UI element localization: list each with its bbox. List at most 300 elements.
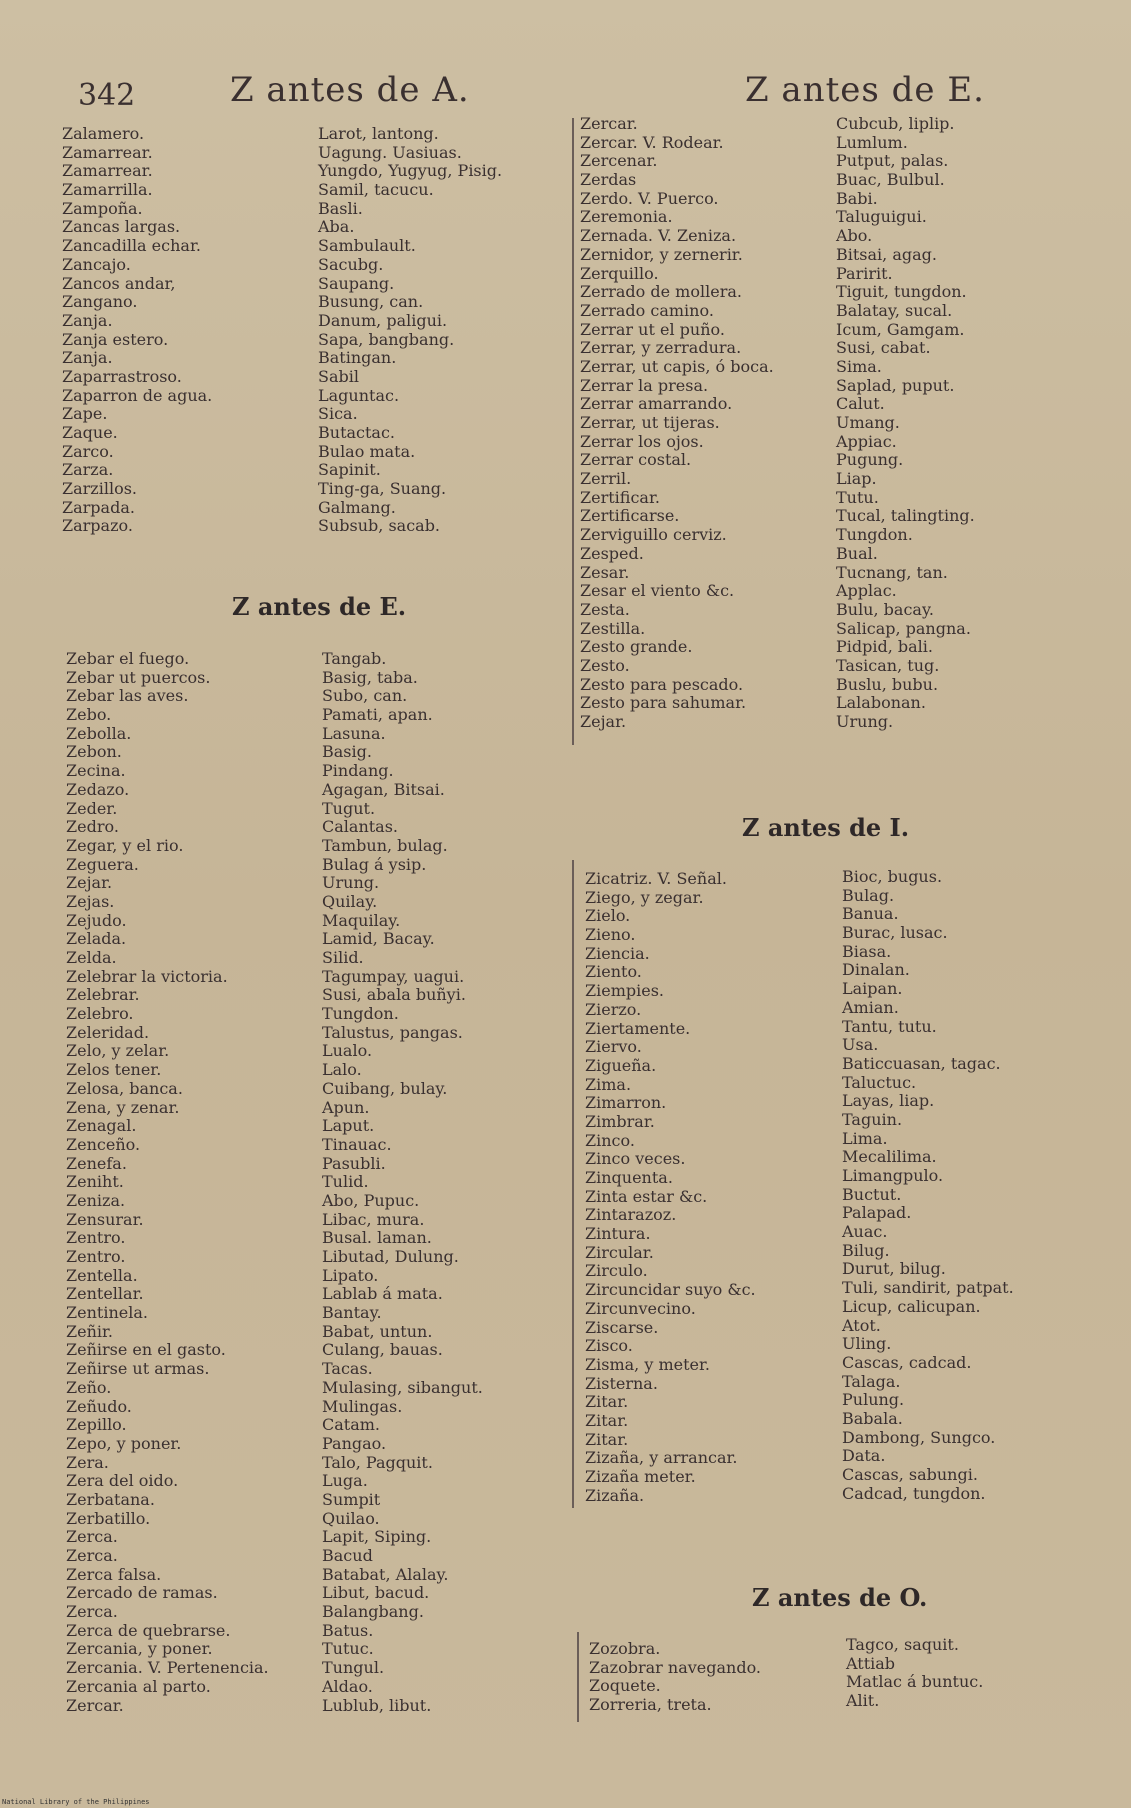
entry-definition: Libutad, Dulung.: [322, 1247, 459, 1266]
section-title-zo: Z antes de O.: [752, 1583, 928, 1612]
entry-definition: Lipato.: [322, 1265, 379, 1285]
entry-definition: Silid.: [322, 948, 364, 967]
zo-definitions: [846, 1636, 983, 1711]
zi-definitions: [842, 868, 1014, 1503]
entry-term: Zinco.: [585, 1130, 635, 1150]
entry-term: Zieno.: [585, 925, 636, 945]
entry-term: Zarco.: [62, 441, 114, 461]
entry-term: Zejar.: [66, 873, 113, 893]
entry-term: Zerrar, ut capis, ó boca.: [580, 356, 774, 376]
entry-term: Zerca.: [66, 1602, 118, 1622]
entry-definition: Paririt.: [836, 263, 893, 283]
entry-term: Zejudo.: [66, 910, 127, 930]
entry-definition: Tugut.: [322, 798, 376, 818]
entry-definition: Bulag á ysip.: [322, 854, 427, 874]
entry-definition: Basig.: [322, 742, 372, 762]
entry-term: Zesar el viento &c.: [580, 581, 735, 601]
entry-definition: Laguntac.: [318, 385, 400, 405]
entry-definition: Tangab.: [322, 649, 387, 668]
entry-term: Zarpazo.: [62, 516, 133, 536]
entry-term: Zinquenta.: [585, 1168, 673, 1187]
entry-term: Ziencia.: [585, 943, 650, 963]
entry-term: Zinta estar &c.: [585, 1186, 708, 1206]
entry-definition: Tutuc.: [322, 1639, 374, 1659]
entry-definition: Cuibang, bulay.: [322, 1078, 448, 1098]
column-separator-bottom: [577, 1632, 579, 1722]
entry-definition: Basli.: [318, 198, 363, 218]
entry-term: Zercar.: [66, 1695, 124, 1715]
entry-definition: Yungdo, Yugyug, Pisig.: [318, 161, 503, 181]
entry-term: Zercenar.: [580, 151, 658, 171]
entry-definition: Pidpid, bali.: [836, 637, 933, 657]
column-separator-middle: [572, 860, 574, 1508]
entry-definition: Galmang.: [318, 497, 396, 517]
entry-term: Zercania, y poner.: [66, 1639, 213, 1659]
entry-term: Zerbatana.: [66, 1489, 155, 1509]
entry-definition: Saupang.: [318, 273, 395, 293]
entry-term: Zitar.: [585, 1392, 629, 1412]
entry-definition: Aba.: [318, 217, 355, 237]
entry-definition: Palapad.: [842, 1203, 912, 1223]
entry-definition: Culang, bauas.: [322, 1340, 443, 1360]
entry-term: Zesto.: [580, 655, 630, 675]
entry-definition: Talo, Pagquit.: [322, 1452, 433, 1472]
entry-term: Zestilla.: [580, 618, 646, 638]
entry-term: Zimbrar.: [585, 1111, 655, 1131]
entry-definition: Maquilay.: [322, 910, 401, 930]
entry-definition: Tantu, tutu.: [842, 1016, 937, 1036]
entry-term: Zercania al parto.: [66, 1676, 211, 1696]
entry-definition: Lublub, libut.: [322, 1695, 432, 1715]
entry-term: Zerca falsa.: [66, 1564, 162, 1584]
entry-term: Zelda.: [66, 948, 117, 967]
entry-term: Zenceño.: [66, 1134, 141, 1154]
entry-definition: Pulung.: [842, 1390, 905, 1410]
entry-definition: Lapit, Siping.: [322, 1527, 432, 1547]
entry-term: Zintura.: [585, 1224, 651, 1244]
entry-term: Zerca de quebrarse.: [66, 1620, 231, 1640]
section-title-zi: Z antes de I.: [742, 813, 910, 842]
entry-definition: Calut.: [836, 394, 885, 414]
entry-definition: Urung.: [836, 712, 894, 731]
entry-definition: Tucnang, tan.: [836, 562, 948, 582]
entry-term: Zimarron.: [585, 1093, 667, 1113]
entry-definition: Busung, can.: [318, 292, 424, 312]
entry-term: Zarza.: [62, 460, 114, 480]
entry-term: Zera.: [66, 1452, 109, 1472]
entry-definition: Butactac.: [318, 423, 396, 442]
entry-term: Zesto grande.: [580, 637, 693, 657]
entry-term: Zelada.: [66, 929, 127, 949]
column-separator-top: [572, 118, 574, 745]
entry-term: Zena, y zenar.: [66, 1097, 180, 1117]
entry-definition: Dinalan.: [842, 960, 910, 980]
entry-term: Zisterna.: [585, 1373, 658, 1393]
entry-definition: Liap.: [836, 469, 877, 489]
entry-term: Zesar.: [580, 562, 630, 582]
entry-definition: Sumpit: [322, 1489, 381, 1509]
entry-definition: Uling.: [842, 1334, 892, 1354]
entry-definition: Tambun, bulag.: [322, 835, 448, 855]
entry-term: Zeleridad.: [66, 1022, 150, 1042]
entry-term: Zejar.: [580, 712, 627, 731]
entry-definition: Sima.: [836, 356, 882, 376]
entry-term: Zeñirse ut armas.: [66, 1359, 210, 1379]
entry-term: Zertificar.: [580, 487, 660, 507]
entry-definition: Abo, Pupuc.: [322, 1190, 420, 1210]
entry-definition: Apun.: [322, 1097, 370, 1117]
entry-definition: Danum, paligui.: [318, 310, 448, 330]
entry-term: Zeniht.: [66, 1172, 124, 1192]
entry-term: Zercar.: [580, 114, 638, 133]
entry-definition: Sica.: [318, 404, 358, 424]
section-title-ze: Z antes de E.: [232, 592, 407, 621]
entry-term: Zicatriz. V. Señal.: [585, 869, 727, 888]
entry-definition: Calantas.: [322, 817, 399, 837]
entry-term: Zerrado de mollera.: [580, 282, 742, 302]
entry-term: Zircular.: [585, 1242, 654, 1262]
entry-definition: Buac, Bulbul.: [836, 170, 945, 190]
entry-term: Zelebrar.: [66, 985, 140, 1005]
entry-term: Zerbatillo.: [66, 1508, 151, 1528]
entry-definition: Pangao.: [322, 1433, 387, 1453]
entry-definition: Saplad, puput.: [836, 375, 955, 395]
ze-right-definitions: [836, 115, 975, 732]
entry-definition: Umang.: [836, 413, 900, 432]
entry-definition: Bulu, bacay.: [836, 599, 934, 619]
entry-term: Zelebrar la victoria.: [66, 966, 228, 986]
entry-definition: Laipan.: [842, 979, 903, 999]
entry-definition: Sacubg.: [318, 254, 384, 274]
entry-term: Zerrar, y zerradura.: [580, 338, 742, 358]
entry-definition: Ting-ga, Suang.: [318, 479, 447, 499]
entry-term: Zedazo.: [66, 779, 130, 799]
entry-definition: Tiguit, tungdon.: [836, 282, 967, 302]
entry-term: Zentro.: [66, 1228, 126, 1248]
entry-definition: Susi, abala buñyi.: [322, 985, 466, 1005]
entry-definition: Babala.: [842, 1408, 903, 1428]
entry-definition: Tinauac.: [322, 1134, 392, 1154]
entry-definition: Samil, tacucu.: [318, 180, 434, 200]
entry-term: Zizaña.: [585, 1485, 645, 1505]
entry-definition: Baticcuasan, tagac.: [842, 1053, 1001, 1073]
entry-definition: Lalabonan.: [836, 693, 926, 713]
zi-terms: [585, 870, 756, 1505]
entry-definition: Bacud: [322, 1546, 373, 1565]
entry-definition: Taguin.: [842, 1109, 903, 1129]
entry-definition: Tungul.: [322, 1658, 385, 1678]
entry-definition: Banua.: [842, 904, 899, 924]
entry-definition: Mulasing, sibangut.: [322, 1377, 483, 1397]
entry-term: Zegar, y el rio.: [66, 835, 184, 855]
entry-term: Zebolla.: [66, 723, 132, 743]
entry-definition: Bilug.: [842, 1240, 890, 1260]
entry-term: Zerrado camino.: [580, 300, 714, 320]
entry-definition: Tungdon.: [322, 1004, 399, 1024]
entry-term: Zinco veces.: [585, 1149, 686, 1169]
entry-definition: Babi.: [836, 188, 878, 208]
entry-definition: Mulingas.: [322, 1396, 403, 1416]
entry-term: Zertificarse.: [580, 506, 680, 526]
entry-definition: Tuli, sandirit, patpat.: [842, 1278, 1014, 1298]
entry-term: Zerrar, ut tijeras.: [580, 413, 720, 432]
entry-definition: Pugung.: [836, 450, 904, 470]
entry-term: Zamarrear.: [62, 142, 153, 162]
entry-term: Zirculo.: [585, 1261, 648, 1281]
entry-definition: Lumlum.: [836, 132, 908, 152]
entry-term: Zenagal.: [66, 1116, 137, 1136]
entry-definition: Burac, lusac.: [842, 923, 948, 943]
entry-definition: Agagan, Bitsai.: [322, 779, 445, 799]
entry-term: Zelebro.: [66, 1004, 134, 1024]
entry-definition: Sapa, bangbang.: [318, 329, 455, 349]
entry-definition: Data.: [842, 1446, 886, 1466]
entry-term: Zanja.: [62, 310, 113, 330]
entry-term: Zalamero.: [62, 124, 145, 143]
entry-definition: Putput, palas.: [836, 151, 949, 171]
entry-definition: Lima.: [842, 1128, 888, 1148]
entry-term: Zerrar amarrando.: [580, 394, 733, 414]
entry-definition: Sambulault.: [318, 236, 416, 256]
entry-definition: Larot, lantong.: [318, 124, 439, 143]
entry-definition: Basig, taba.: [322, 667, 418, 687]
entry-term: Zerdo. V. Puerco.: [580, 188, 719, 208]
entry-term: Zebar las aves.: [66, 686, 189, 706]
entry-term: Zisma, y meter.: [585, 1354, 710, 1374]
entry-definition: Lablab á mata.: [322, 1284, 443, 1304]
entry-definition: Buslu, bubu.: [836, 674, 939, 694]
entry-term: Zelo, y zelar.: [66, 1041, 170, 1061]
entry-term: Zaque.: [62, 423, 118, 442]
entry-term: Zircunvecino.: [585, 1298, 696, 1318]
entry-definition: Batus.: [322, 1620, 374, 1640]
entry-term: Zeño.: [66, 1377, 112, 1397]
entry-term: Zesto para pescado.: [580, 674, 744, 694]
entry-definition: Subo, can.: [322, 686, 408, 706]
entry-term: Ziervo.: [585, 1037, 642, 1057]
entry-definition: Limangpulo.: [842, 1166, 944, 1185]
entry-term: Zesto para sahumar.: [580, 693, 747, 713]
entry-term: Zitar.: [585, 1410, 629, 1430]
entry-term: Zejas.: [66, 891, 115, 911]
entry-term: Zesped.: [580, 543, 644, 563]
entry-definition: Matlac á buntuc.: [846, 1672, 984, 1692]
entry-definition: Taluctuc.: [842, 1072, 917, 1092]
entry-term: Zebon.: [66, 742, 122, 762]
entry-term: Zazobrar navegando.: [589, 1657, 761, 1677]
entry-definition: Batingan.: [318, 348, 397, 368]
entry-term: Zangano.: [62, 292, 138, 312]
entry-definition: Usa.: [842, 1035, 879, 1055]
entry-term: Zebar el fuego.: [66, 649, 190, 668]
entry-term: Zanja.: [62, 348, 113, 368]
entry-definition: Tagco, saquit.: [846, 1635, 959, 1654]
entry-definition: Licup, calicupan.: [842, 1296, 981, 1316]
entry-term: Zeñir.: [66, 1321, 113, 1341]
entry-term: Zigueña.: [585, 1055, 657, 1075]
entry-term: Zerrar los ojos.: [580, 431, 704, 451]
entry-term: Zarzillos.: [62, 479, 138, 499]
entry-term: Zizaña, y arrancar.: [585, 1448, 738, 1468]
entry-definition: Libut, bacud.: [322, 1583, 430, 1603]
entry-term: Zerca.: [66, 1527, 118, 1547]
entry-definition: Laput.: [322, 1116, 375, 1136]
entry-definition: Bual.: [836, 543, 878, 563]
entry-definition: Durut, bilug.: [842, 1259, 946, 1279]
entry-definition: Bulag.: [842, 885, 895, 905]
entry-definition: Tacas.: [322, 1359, 373, 1379]
entry-definition: Biasa.: [842, 941, 892, 961]
entry-definition: Attiab: [846, 1653, 896, 1673]
entry-definition: Busal. laman.: [322, 1228, 432, 1248]
entry-definition: Bantay.: [322, 1303, 382, 1323]
entry-term: Zielo.: [585, 906, 631, 926]
entry-definition: Bitsai, agag.: [836, 244, 937, 264]
entry-term: Zancajo.: [62, 254, 131, 274]
entry-term: Zecina.: [66, 761, 126, 781]
entry-definition: Applac.: [836, 581, 897, 601]
entry-term: Zenefa.: [66, 1153, 127, 1173]
entry-definition: Talaga.: [842, 1371, 901, 1391]
entry-term: Zancadilla echar.: [62, 236, 201, 256]
entry-term: Zitar.: [585, 1429, 629, 1449]
entry-definition: Salicap, pangna.: [836, 618, 971, 638]
library-credit: National Library of the Philippines: [2, 1798, 150, 1806]
entry-term: Zancas largas.: [62, 217, 181, 237]
entry-term: Zercado de ramas.: [66, 1583, 218, 1603]
entry-term: Zorreria, treta.: [589, 1695, 712, 1715]
entry-definition: Layas, liap.: [842, 1091, 935, 1111]
entry-definition: Abo.: [836, 226, 873, 246]
entry-definition: Pindang.: [322, 761, 394, 781]
za-definitions: [318, 125, 502, 536]
entry-definition: Lasuna.: [322, 723, 386, 743]
entry-definition: Buctut.: [842, 1184, 902, 1204]
entry-term: Zentro.: [66, 1247, 126, 1266]
entry-definition: Sabil: [318, 366, 359, 386]
entry-definition: Cubcub, liplip.: [836, 114, 955, 133]
entry-term: Ziego, y zegar.: [585, 887, 704, 907]
zo-terms: [589, 1640, 761, 1715]
entry-term: Zentellar.: [66, 1284, 144, 1304]
entry-definition: Atot.: [842, 1315, 881, 1335]
entry-definition: Quilay.: [322, 891, 378, 911]
entry-term: Zentinela.: [66, 1303, 148, 1323]
entry-term: Zerril.: [580, 469, 632, 489]
entry-definition: Tagumpay, uagui.: [322, 966, 465, 986]
entry-term: Zercania. V. Pertenencia.: [66, 1658, 269, 1678]
entry-definition: Auac.: [842, 1222, 888, 1242]
entry-definition: Bulao mata.: [318, 441, 416, 461]
entry-term: Zerca.: [66, 1546, 118, 1565]
entry-definition: Talustus, pangas.: [322, 1022, 463, 1042]
entry-term: Zedro.: [66, 817, 119, 837]
entry-definition: Aldao.: [322, 1676, 373, 1696]
ze-left-terms: [66, 650, 269, 1715]
entry-definition: Balatay, sucal.: [836, 300, 953, 320]
entry-definition: Susi, cabat.: [836, 338, 931, 358]
entry-definition: Pasubli.: [322, 1153, 386, 1173]
entry-term: Zeremonia.: [580, 207, 673, 227]
entry-definition: Libac, mura.: [322, 1209, 425, 1229]
entry-definition: Bioc, bugus.: [842, 867, 943, 886]
za-terms: [62, 125, 212, 536]
entry-definition: Subsub, sacab.: [318, 516, 441, 536]
entry-term: Zepo, y poner.: [66, 1433, 182, 1453]
entry-definition: Tucal, talingting.: [836, 506, 975, 526]
entry-definition: Taluguigui.: [836, 207, 927, 227]
entry-term: Ziento.: [585, 962, 642, 982]
entry-term: Zaparrastroso.: [62, 366, 182, 386]
entry-term: Zebar ut puercos.: [66, 667, 211, 687]
entry-definition: Dambong, Sungco.: [842, 1427, 996, 1447]
entry-term: Zeniza.: [66, 1190, 126, 1210]
entry-term: Zircuncidar suyo &c.: [585, 1280, 756, 1300]
entry-definition: Sapinit.: [318, 460, 381, 480]
entry-term: Zerrar costal.: [580, 450, 692, 470]
entry-term: Zamarrear.: [62, 161, 153, 181]
header-left: Z antes de A.: [230, 70, 470, 110]
entry-definition: Uagung. Uasiuas.: [318, 142, 462, 162]
page-number: 342: [78, 78, 136, 113]
entry-term: Zerrar ut el puño.: [580, 319, 725, 339]
entry-term: Zensurar.: [66, 1209, 144, 1229]
entry-definition: Babat, untun.: [322, 1321, 433, 1341]
entry-term: Zamarrilla.: [62, 180, 153, 200]
entry-term: Zera del oido.: [66, 1471, 179, 1491]
entry-term: Zeñudo.: [66, 1396, 132, 1416]
header-right: Z antes de E.: [745, 70, 985, 110]
entry-term: Zierzo.: [585, 999, 642, 1019]
entry-term: Zizaña meter.: [585, 1467, 696, 1486]
entry-term: Zentella.: [66, 1265, 138, 1285]
entry-definition: Mecalilima.: [842, 1147, 937, 1167]
entry-term: Zelos tener.: [66, 1060, 162, 1080]
entry-definition: Tutu.: [836, 487, 879, 507]
entry-term: Zerdas: [580, 170, 637, 190]
entry-definition: Pamati, apan.: [322, 705, 433, 725]
entry-definition: Tasican, tug.: [836, 655, 940, 675]
entry-term: Zernada. V. Zeniza.: [580, 226, 737, 246]
entry-term: Zape.: [62, 404, 108, 424]
entry-term: Zelosa, banca.: [66, 1078, 183, 1098]
entry-definition: Batabat, Alalay.: [322, 1564, 449, 1584]
entry-term: Zebo.: [66, 705, 112, 725]
entry-definition: Tungdon.: [836, 525, 913, 545]
entry-term: Zozobra.: [589, 1639, 661, 1658]
entry-term: Zerquillo.: [580, 263, 659, 283]
entry-definition: Luga.: [322, 1471, 368, 1491]
entry-term: Zeñirse en el gasto.: [66, 1340, 226, 1360]
entry-definition: Balangbang.: [322, 1602, 424, 1622]
entry-definition: Appiac.: [836, 431, 897, 451]
entry-term: Ziertamente.: [585, 1018, 691, 1038]
entry-definition: Catam.: [322, 1415, 381, 1435]
entry-definition: Cascas, sabungi.: [842, 1465, 978, 1484]
entry-term: Zima.: [585, 1074, 632, 1094]
entry-term: Zeder.: [66, 798, 118, 818]
entry-definition: Quilao.: [322, 1508, 380, 1528]
entry-term: Zepillo.: [66, 1415, 127, 1435]
entry-definition: Urung.: [322, 873, 380, 893]
entry-definition: Alit.: [846, 1691, 880, 1711]
entry-definition: Tulid.: [322, 1172, 369, 1192]
entry-term: Zisco.: [585, 1336, 633, 1356]
entry-term: Zarpada.: [62, 497, 135, 517]
entry-term: Zoquete.: [589, 1676, 661, 1696]
entry-term: Zercar. V. Rodear.: [580, 132, 724, 152]
entry-definition: Cascas, cadcad.: [842, 1352, 972, 1372]
